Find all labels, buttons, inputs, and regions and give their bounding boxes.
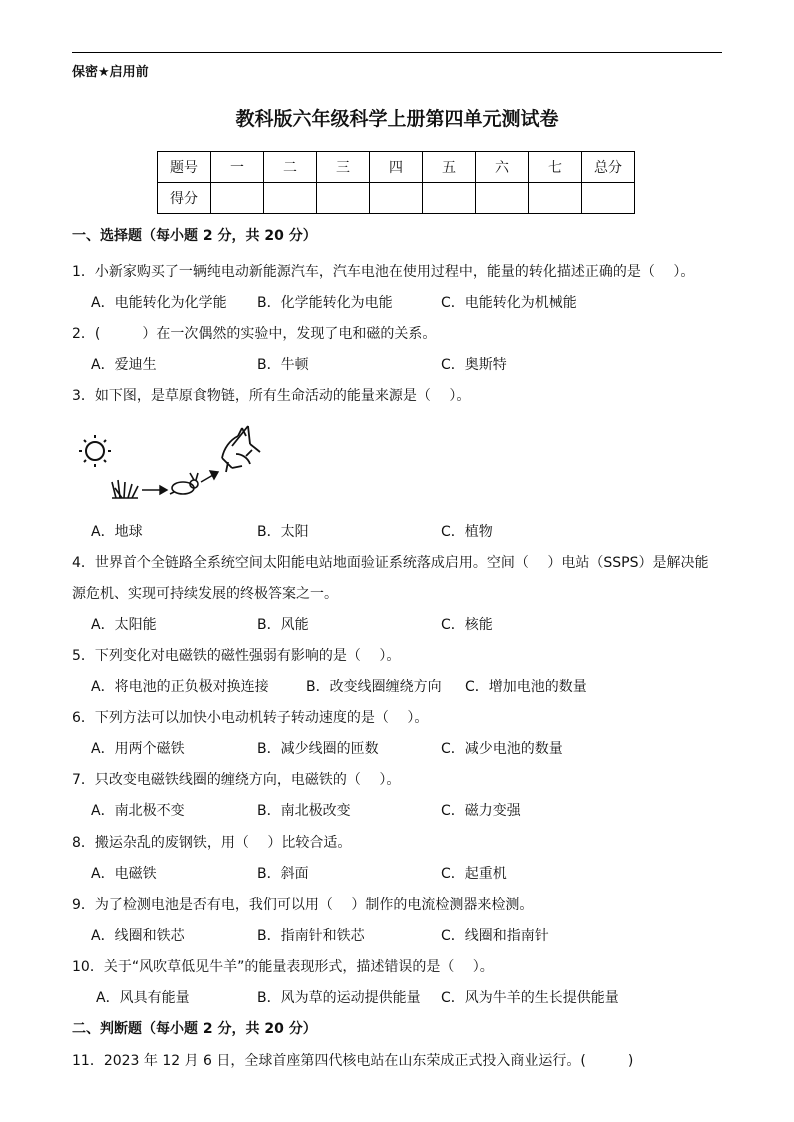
q1-option-b[interactable]: B．化学能转化为电能 [257,295,393,311]
score-table-cell: 七 [529,152,582,183]
q10-option-a[interactable]: A．风具有能量 [96,990,190,1006]
q1-option-a[interactable]: A．电能转化为化学能 [91,295,227,311]
score-blank-cell[interactable] [211,183,264,214]
score-table-cell: 题号 [158,152,211,183]
q2-option-c[interactable]: C．奥斯特 [441,357,507,373]
score-table-cell: 二 [264,152,317,183]
q5-option-a[interactable]: A．将电池的正负极对换连接 [91,679,269,695]
score-table-header-row [158,152,635,183]
q3-option-b[interactable]: B．太阳 [257,524,309,540]
score-blank-cell[interactable] [264,183,317,214]
grass-icon [112,480,138,498]
food-chain-illustration [72,422,272,510]
score-table-cell: 六 [476,152,529,183]
score-blank-cell[interactable] [476,183,529,214]
q5-option-b[interactable]: B．改变线圈缠绕方向 [306,679,442,695]
q9-option-c[interactable]: C．线圈和指南针 [441,928,549,944]
q7-option-b[interactable]: B．南北极改变 [257,803,351,819]
q4-option-b[interactable]: B．风能 [257,617,309,633]
section-heading-judgement: 二、判断题（每小题 2 分，共 20 分） [72,1021,317,1037]
question-3: 3．如下图，是草原食物链，所有生命活动的能量来源是（ ）。 [72,388,471,404]
q7-option-c[interactable]: C．磁力变强 [441,803,521,819]
q6-option-c[interactable]: C．减少电池的数量 [441,741,563,757]
question-4-line-2: 源危机、实现可持续发展的终极答案之一。 [72,586,338,602]
q10-option-c[interactable]: C．风为牛羊的生长提供能量 [441,990,619,1006]
score-blank-cell[interactable] [317,183,370,214]
score-table-cell: 五 [423,152,476,183]
question-1: 1．小新家购买了一辆纯电动新能源汽车，汽车电池在使用过程中，能量的转化描述正确的是（ ）。 [72,264,695,280]
q9-option-b[interactable]: B．指南针和铁芯 [257,928,365,944]
score-table-score-row [158,183,635,214]
question-5: 5．下列变化对电磁铁的磁性强弱有影响的是（ ）。 [72,648,401,664]
q8-option-b[interactable]: B．斜面 [257,866,309,882]
q10-option-b[interactable]: B．风为草的运动提供能量 [257,990,421,1006]
q4-option-a[interactable]: A．太阳能 [91,617,157,633]
q2-option-a[interactable]: A．爱迪生 [91,357,157,373]
eagle-icon [222,426,260,472]
score-table-cell: 总分 [582,152,635,183]
score-table-cell: 三 [317,152,370,183]
question-2: 2．( ）在一次偶然的实验中，发现了电和磁的关系。 [72,326,437,342]
score-table-cell: 得分 [158,183,211,214]
question-9: 9．为了检测电池是否有电，我们可以用（ ）制作的电流检测器来检测。 [72,897,534,913]
header-rule [72,52,722,53]
q7-option-a[interactable]: A．南北极不变 [91,803,185,819]
question-8: 8．搬运杂乱的废钢铁，用（ ）比较合适。 [72,835,352,851]
score-blank-cell[interactable] [370,183,423,214]
section-heading-choice: 一、选择题（每小题 2 分，共 20 分） [72,228,317,244]
confidential-mark: 保密★启用前 [72,65,149,80]
question-11: 11．2023 年 12 月 6 日，全球首座第四代核电站在山东荣成正式投入商业运行。( ) [72,1053,634,1069]
score-table-cell: 一 [211,152,264,183]
arrow-icon [201,471,218,482]
q3-option-c[interactable]: C．植物 [441,524,493,540]
score-table-cell: 四 [370,152,423,183]
q1-option-c[interactable]: C．电能转化为机械能 [441,295,577,311]
q8-option-c[interactable]: C．起重机 [441,866,507,882]
question-7: 7．只改变电磁铁线圈的缠绕方向，电磁铁的（ ）。 [72,772,401,788]
q5-option-c[interactable]: C．增加电池的数量 [465,679,587,695]
score-table [157,151,635,214]
question-10: 10．关于“风吹草低见牛羊”的能量表现形式，描述错误的是（ ）。 [72,959,494,975]
question-4-line-1: 4．世界首个全链路全系统空间太阳能电站地面验证系统落成启用。空间（ ）电站（SSPS）是解决能 [72,555,709,571]
q6-option-a[interactable]: A．用两个磁铁 [91,741,185,757]
q3-option-a[interactable]: A．地球 [91,524,143,540]
q2-option-b[interactable]: B．牛顿 [257,357,309,373]
score-blank-cell[interactable] [423,183,476,214]
score-blank-cell[interactable] [582,183,635,214]
q8-option-a[interactable]: A．电磁铁 [91,866,157,882]
score-blank-cell[interactable] [529,183,582,214]
q6-option-b[interactable]: B．减少线圈的匝数 [257,741,379,757]
question-6: 6．下列方法可以加快小电动机转子转动速度的是（ ）。 [72,710,429,726]
page-title: 教科版六年级科学上册第四单元测试卷 [235,108,559,130]
q9-option-a[interactable]: A．线圈和铁芯 [91,928,185,944]
q4-option-c[interactable]: C．核能 [441,617,493,633]
rabbit-icon [170,473,198,494]
sun-icon [79,435,111,467]
arrow-icon [142,486,167,494]
